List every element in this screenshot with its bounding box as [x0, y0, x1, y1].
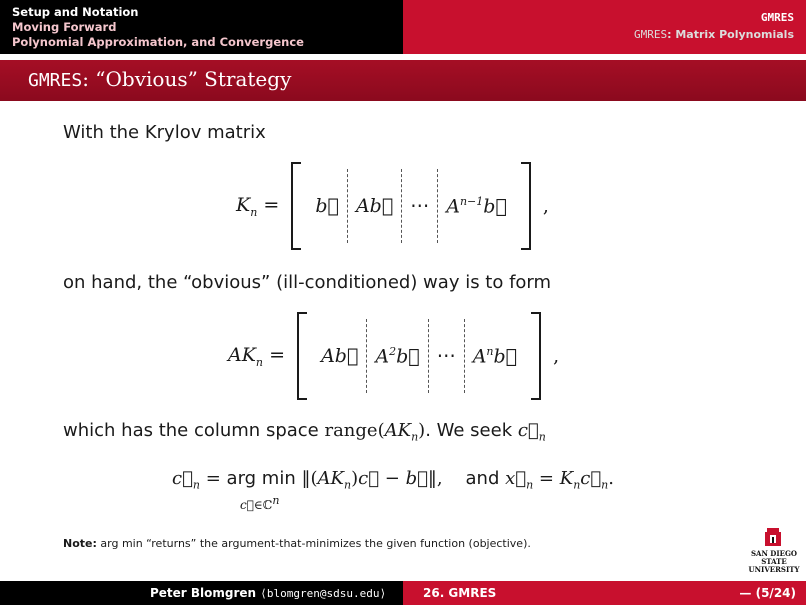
note-text: arg min “returns” the argument-that-minimizes the given function (objective). [100, 537, 531, 550]
line3-a: which has the column space [63, 420, 325, 441]
range-op: range [324, 420, 378, 441]
left-bracket-2 [297, 312, 307, 400]
akn-matrix-equation: $AK_n$ = Ab⃗ $A^2b⃗$ ⋯ $A^nb⃗$ , [228, 313, 559, 399]
argmin-equation: $c⃗_n$ = arg $\min ‖(AK_n)c⃗$ − b⃗‖, and $x⃗_n$ = $K_nc⃗_n$. [172, 468, 614, 492]
nav-right-panel [403, 0, 806, 54]
akn-lhs: $AK_n$ = [228, 343, 285, 369]
nav-item-polynomial[interactable]: Polynomial Approximation, and Convergence [12, 35, 304, 49]
text-line-krylov: With the Krylov matrix [63, 122, 266, 143]
footer-author-name: Peter Blomgren [150, 586, 257, 600]
krylov-matrix-equation: $K_n$ = b⃗ Ab⃗ ⋯ $A^{n-1}b⃗$ , [236, 163, 549, 249]
krylov-columns: b⃗ Ab⃗ ⋯ $A^{n-1}b⃗$ [301, 163, 521, 249]
nav-section-title[interactable]: GMRES [760, 11, 794, 24]
footer-author [150, 586, 386, 600]
argmin-subscript: c⃗∈ℂ$^n$ [240, 494, 280, 512]
right-bracket-2 [531, 312, 541, 400]
left-bracket [291, 162, 301, 250]
note [63, 537, 531, 550]
nav-subsection-rest: : Matrix Polynomials [667, 28, 794, 41]
sdsu-logo-text [743, 550, 805, 574]
akn-columns: Ab⃗ $A^2b⃗$ ⋯ $A^nb⃗$ [307, 313, 531, 399]
logo-line2: UNIVERSITY [748, 565, 800, 574]
frame-title [28, 67, 291, 91]
note-label: Note: [63, 537, 97, 550]
text-line-obvious: on hand, the “obvious” (ill-conditioned) way is to form [63, 272, 552, 293]
frame-title-rest: : “Obvious” Strategy [82, 67, 292, 91]
nav-item-setup[interactable]: Setup and Notation [12, 5, 139, 19]
logo-line1: SAN DIEGO STATE [750, 549, 798, 566]
footer-talk-title: 26. GMRES [423, 586, 497, 600]
right-bracket [521, 162, 531, 250]
nav-subsection-title[interactable] [634, 28, 794, 41]
text-line-column-space: which has the column space $range(AK_n)$. We seek $c⃗_n$ [63, 420, 546, 444]
nav-item-moving-forward[interactable]: Moving Forward [12, 20, 117, 34]
frame-title-mono: GMRES [28, 70, 83, 91]
argmin-and: and [465, 468, 500, 489]
footer-email: ⟨blomgren@sdsu.edu⟩ [260, 587, 387, 600]
kn-lhs: $K_n$ = [236, 193, 280, 219]
nav-subsection-mono: GMRES [633, 28, 668, 41]
line3-b: . We seek [425, 420, 518, 441]
footer-page-number: — (5/24) [739, 586, 796, 600]
